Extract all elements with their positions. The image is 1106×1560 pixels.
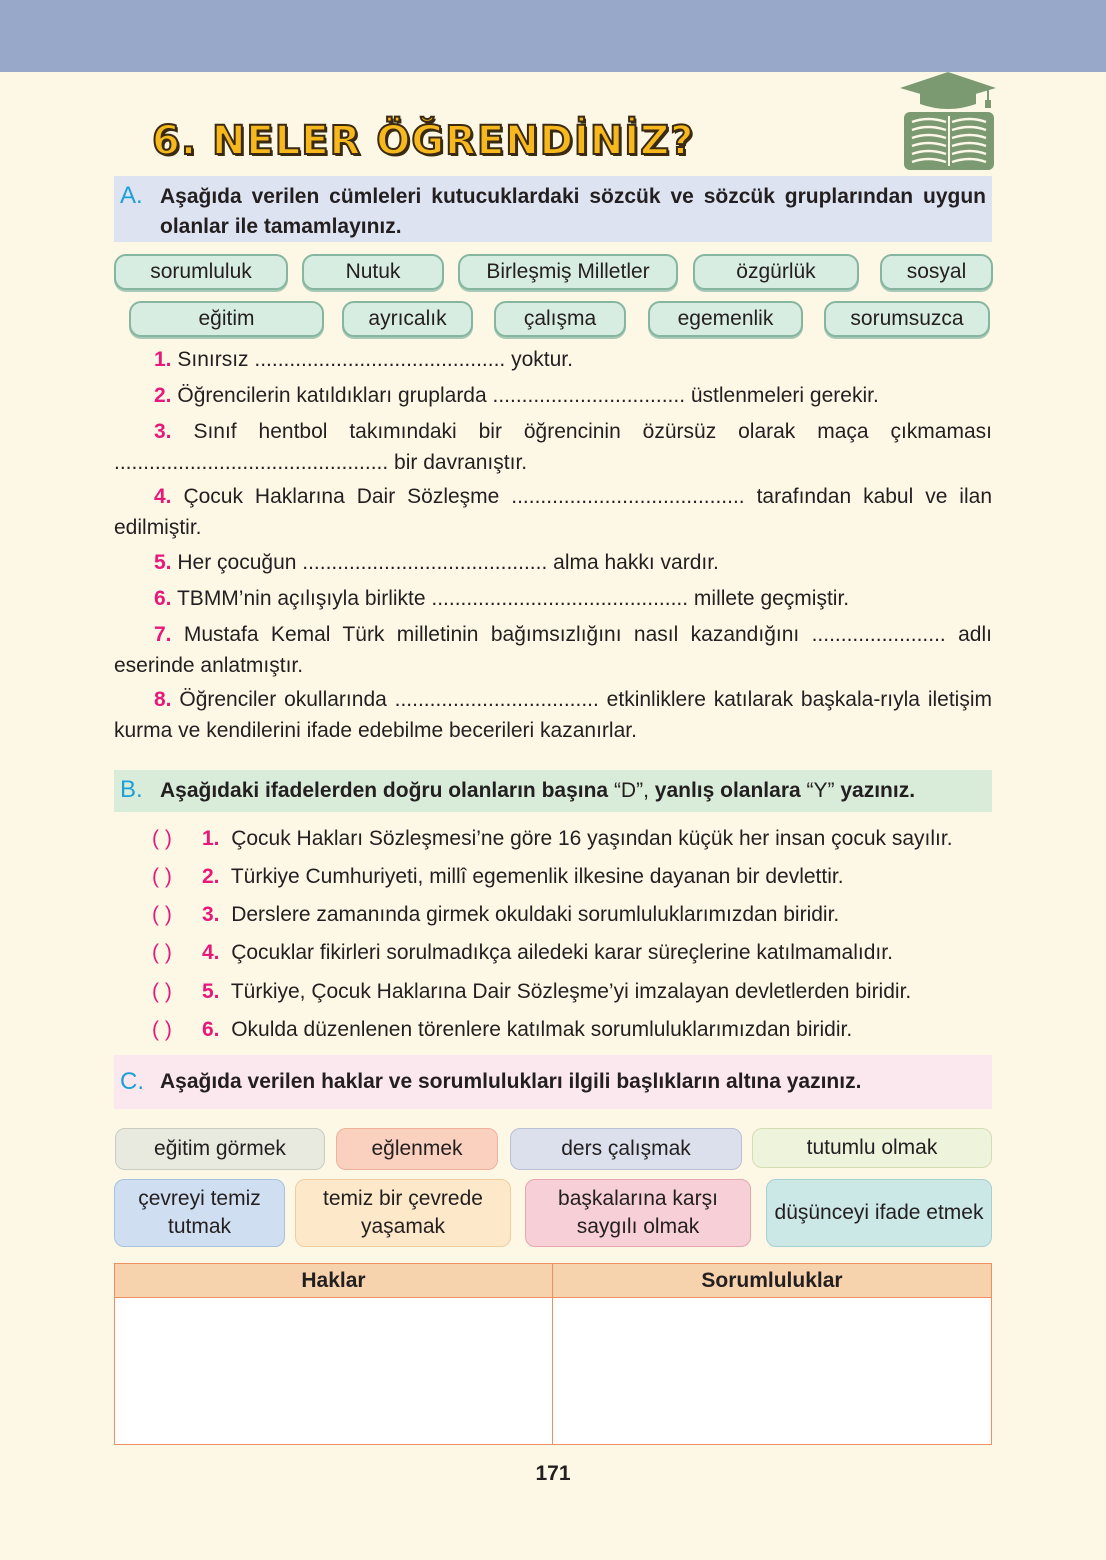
word-chip: eğitim — [129, 301, 324, 337]
y-label: “Y” — [800, 779, 841, 802]
section-letter: B. — [120, 776, 143, 803]
section-b-instruction-3: yazınız. — [840, 779, 916, 802]
word-chip: sorumluluk — [114, 254, 288, 290]
word-chip: çalışma — [494, 301, 626, 337]
section-a-instruction: Aşağıda verilen cümleleri kutucuklardaki sözcük ve sözcük gruplarından uygun olanlar ile tamamlayınız. — [160, 185, 986, 238]
question-number: 4. — [154, 485, 172, 508]
tf-item-5 — [152, 977, 1012, 1007]
table-header-rights: Haklar — [115, 1264, 553, 1298]
section-c-header — [114, 1055, 992, 1109]
question-number: 5. — [154, 551, 172, 574]
item-number: 2. — [202, 865, 220, 888]
section-b-instruction-2: yanlış olanlara — [654, 779, 801, 802]
question-text: Her çocuğun .......................................... alma hakkı vardır. — [177, 551, 719, 574]
section-letter: A. — [120, 182, 143, 209]
page-title: 6. NELER ÖĞRENDİNİZ? — [152, 118, 695, 164]
question-3 — [114, 416, 992, 478]
word-chip: Birleşmiş Milletler — [458, 254, 678, 290]
tf-item-1 — [152, 824, 1012, 854]
question-text: TBMM’nin açılışıyla birlikte ............................................ millete geçmiştir. — [176, 587, 850, 610]
item-box: tutumlu olmak — [752, 1128, 992, 1168]
question-number: 6. — [154, 587, 172, 610]
item-text: Çocuk Hakları Sözleşmesi’ne göre 16 yaşından küçük her insan çocuk sayılır. — [231, 827, 953, 850]
word-chip: ayrıcalık — [342, 301, 473, 337]
answer-blank[interactable]: ( ) — [152, 1018, 172, 1041]
responsibilities-answer-cell[interactable] — [553, 1298, 991, 1444]
question-number: 7. — [154, 623, 172, 646]
answer-blank[interactable]: ( ) — [152, 941, 172, 964]
item-text: Türkiye, Çocuk Haklarına Dair Sözleşme’yi imzalayan devletlerden biridir. — [230, 980, 912, 1003]
rights-answer-cell[interactable] — [115, 1298, 553, 1444]
answer-blank[interactable]: ( ) — [152, 980, 172, 1003]
question-number: 8. — [154, 688, 172, 711]
tf-item-6 — [152, 1015, 1012, 1045]
question-4 — [114, 481, 992, 543]
question-number: 1. — [154, 348, 172, 371]
section-b-instruction-1: Aşağıdaki ifadelerden doğru olanların başına — [160, 779, 609, 802]
word-chip: egemenlik — [648, 301, 803, 337]
graduation-book-icon — [896, 70, 1000, 174]
question-text: Sınırsız ........................................... yoktur. — [177, 348, 573, 371]
item-number: 4. — [202, 941, 220, 964]
item-text: Türkiye Cumhuriyeti, millî egemenlik ilkesine dayanan bir devlettir. — [230, 865, 844, 888]
item-text: Çocuklar fikirleri sorulmadıkça ailedeki karar süreçlerine katılmamalıdır. — [231, 941, 893, 964]
section-a-header — [114, 176, 992, 242]
tf-item-4 — [152, 938, 1012, 968]
answer-blank[interactable]: ( ) — [152, 903, 172, 926]
section-letter: C. — [120, 1068, 144, 1095]
item-text: Derslere zamanında girmek okuldaki sorumluluklarımızdan biridir. — [231, 903, 840, 926]
answer-blank[interactable]: ( ) — [152, 865, 172, 888]
answer-blank[interactable]: ( ) — [152, 827, 172, 850]
question-5 — [114, 547, 992, 578]
top-banner — [0, 0, 1106, 72]
item-box: eğlenmek — [336, 1128, 498, 1170]
section-b-header — [114, 770, 992, 812]
question-text: Mustafa Kemal Türk milletinin bağımsızlığını nasıl kazandığını ....................... adlı eserinde anlatmıştır. — [114, 623, 992, 677]
item-number: 3. — [202, 903, 220, 926]
item-number: 5. — [202, 980, 220, 1003]
question-text: Çocuk Haklarına Dair Sözleşme ........................................ tarafından kabul ve ilan edilmiştir. — [114, 485, 992, 539]
word-chip: Nutuk — [302, 254, 444, 290]
section-c-instruction: Aşağıda verilen haklar ve sorumlulukları ilgili başlıkların altına yazınız. — [160, 1070, 862, 1093]
tf-item-3 — [152, 900, 1012, 930]
question-2 — [114, 380, 992, 411]
table-header-responsibilities: Sorumluluklar — [553, 1264, 991, 1298]
rights-responsibilities-table — [114, 1263, 992, 1445]
word-chip: özgürlük — [693, 254, 859, 290]
question-8 — [114, 684, 992, 746]
item-box: eğitim görmek — [115, 1128, 325, 1170]
question-text: Öğrencilerin katıldıkları gruplarda ................................. üstlenmeleri gerekir. — [177, 384, 879, 407]
question-7 — [114, 619, 992, 681]
item-number: 1. — [202, 827, 220, 850]
item-box: temiz bir çevrede yaşamak — [295, 1179, 511, 1247]
item-box: düşünceyi ifade etmek — [766, 1179, 992, 1247]
item-box: başkalarına karşı saygılı olmak — [525, 1179, 751, 1247]
item-text: Okulda düzenlenen törenlere katılmak sorumluluklarımızdan biridir. — [231, 1018, 853, 1041]
word-chip: sosyal — [880, 254, 993, 290]
question-1 — [114, 344, 992, 375]
question-number: 3. — [154, 420, 172, 443]
item-number: 6. — [202, 1018, 220, 1041]
item-box: çevreyi temiz tutmak — [114, 1179, 285, 1247]
tf-item-2 — [152, 862, 1012, 892]
question-number: 2. — [154, 384, 172, 407]
question-6 — [114, 583, 992, 614]
page-number: 171 — [535, 1462, 571, 1485]
question-text: Öğrenciler okullarında ................................... etkinliklere katılarak başkala-rıyla iletişim kurma ve kendilerini ifade edebilme becerileri kazanırlar. — [114, 688, 992, 742]
question-text: Sınıf hentbol takımındaki bir öğrencinin özürsüz olarak maça çıkmaması ............................................... bir davranıştır. — [114, 420, 992, 474]
word-chip: sorumsuzca — [824, 301, 990, 337]
d-label: “D”, — [608, 779, 655, 802]
item-box: ders çalışmak — [510, 1128, 742, 1170]
